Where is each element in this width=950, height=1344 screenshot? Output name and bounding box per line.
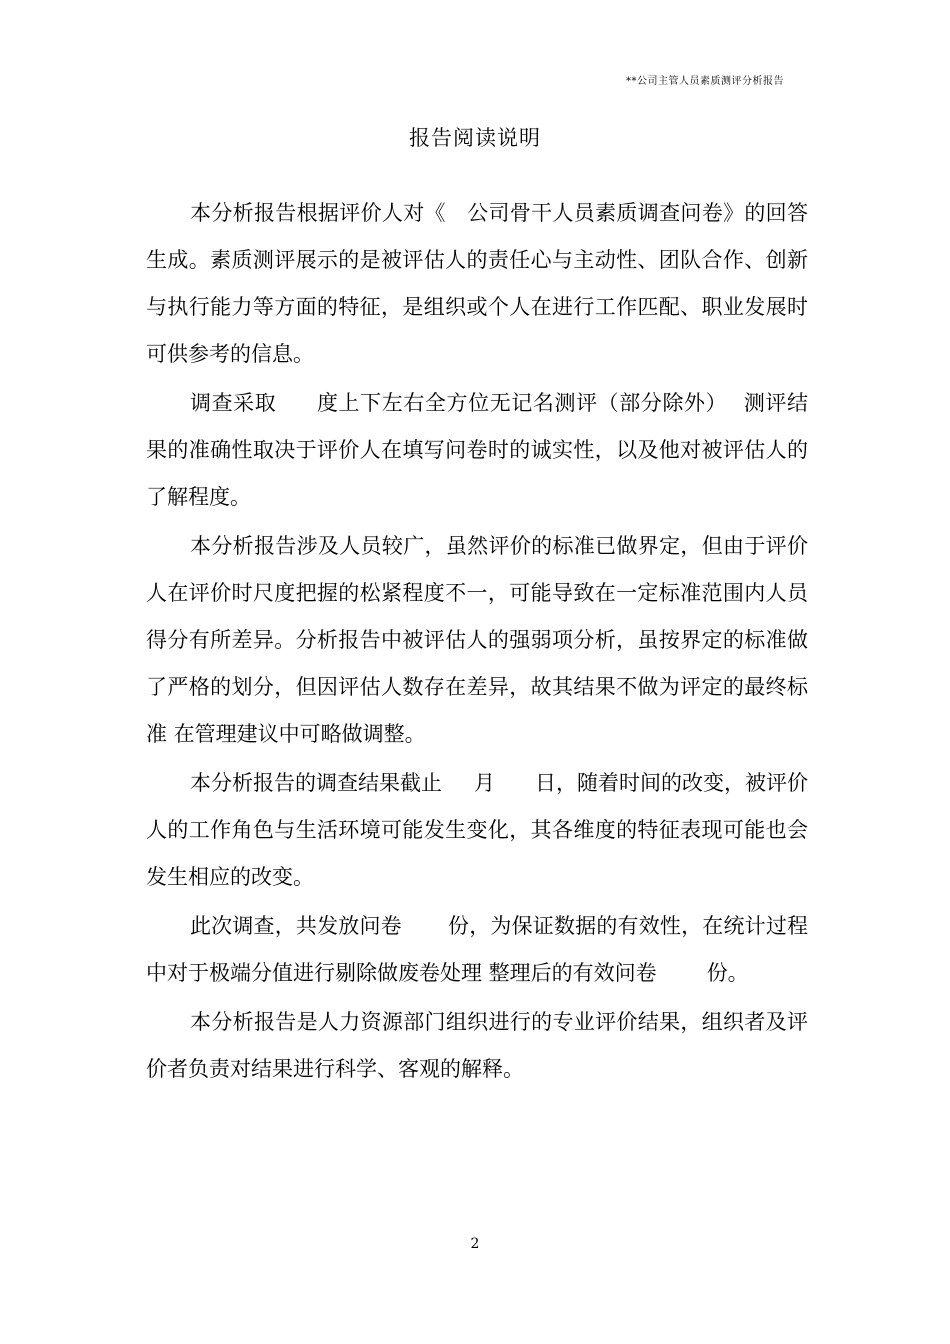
survey-method-text-3: 测评结果的准确性取决于评价人在填写问卷时的诚实性，以及他对被评估人的了解程度。	[146, 391, 809, 509]
running-header: **公司主管人员素质测评分析报告	[626, 76, 784, 87]
questionnaire-count-text-2: 份，为保证数据的有效性，在统计过程中对于极端分值进行剔除做废卷处理 整理后的有效问卷	[146, 914, 809, 985]
paragraph-report-basis: 本分析报告根据评价人对《 公司骨干人员素质调查问卷》的回答生成。素质测评展示的是被评估人的责任心与主动性、团队合作、创新与执行能力等方面的特征，是组织或个人在进行工作匹配、职业发展时可供参考的信息。	[146, 201, 808, 366]
paragraph-responsibility: 本分析报告是人力资源部门组织进行的专业评价结果，组织者及评价者负责对结果进行科学、客观的解释。	[146, 1010, 808, 1081]
cutoff-date-text-1: 本分析报告的调查结果截止	[190, 771, 442, 795]
cutoff-date-text-2: 月	[474, 771, 495, 795]
survey-method-text-2: 度上下左右全方位无记名测评（部分除外）	[316, 391, 728, 415]
page-number: 2	[470, 1236, 480, 1252]
cutoff-date-text-3: 日，随着时间的改变，被评价人的工作角色与生活环境可能发生变化，其各维度的特征表现可能也会发生相应的改变。	[146, 771, 808, 889]
page-title: 报告阅读说明	[409, 126, 541, 150]
questionnaire-count-text-1: 此次调查，共发放问卷	[190, 914, 402, 938]
paragraph-survey-method	[146, 380, 808, 521]
document-body	[146, 190, 808, 1095]
paragraph-questionnaire-count	[146, 903, 808, 997]
paragraph-scoring-variance: 本分析报告涉及人员较广，虽然评价的标准已做界定，但由于评价人在评价时尺度把握的松紧程度不一，可能导致在一定标准范围内人员得分有所差异。分析报告中被评估人的强弱项分析，虽按界定的标准做了严格的划分，但因评估人数存在差异，故其结果不做为评定的最终标准 在管理建议中可略做调整。	[146, 534, 808, 746]
paragraph-cutoff-date	[146, 760, 808, 901]
questionnaire-count-text-3: 份。	[706, 961, 749, 985]
survey-method-text-1: 调查采取	[190, 391, 277, 415]
